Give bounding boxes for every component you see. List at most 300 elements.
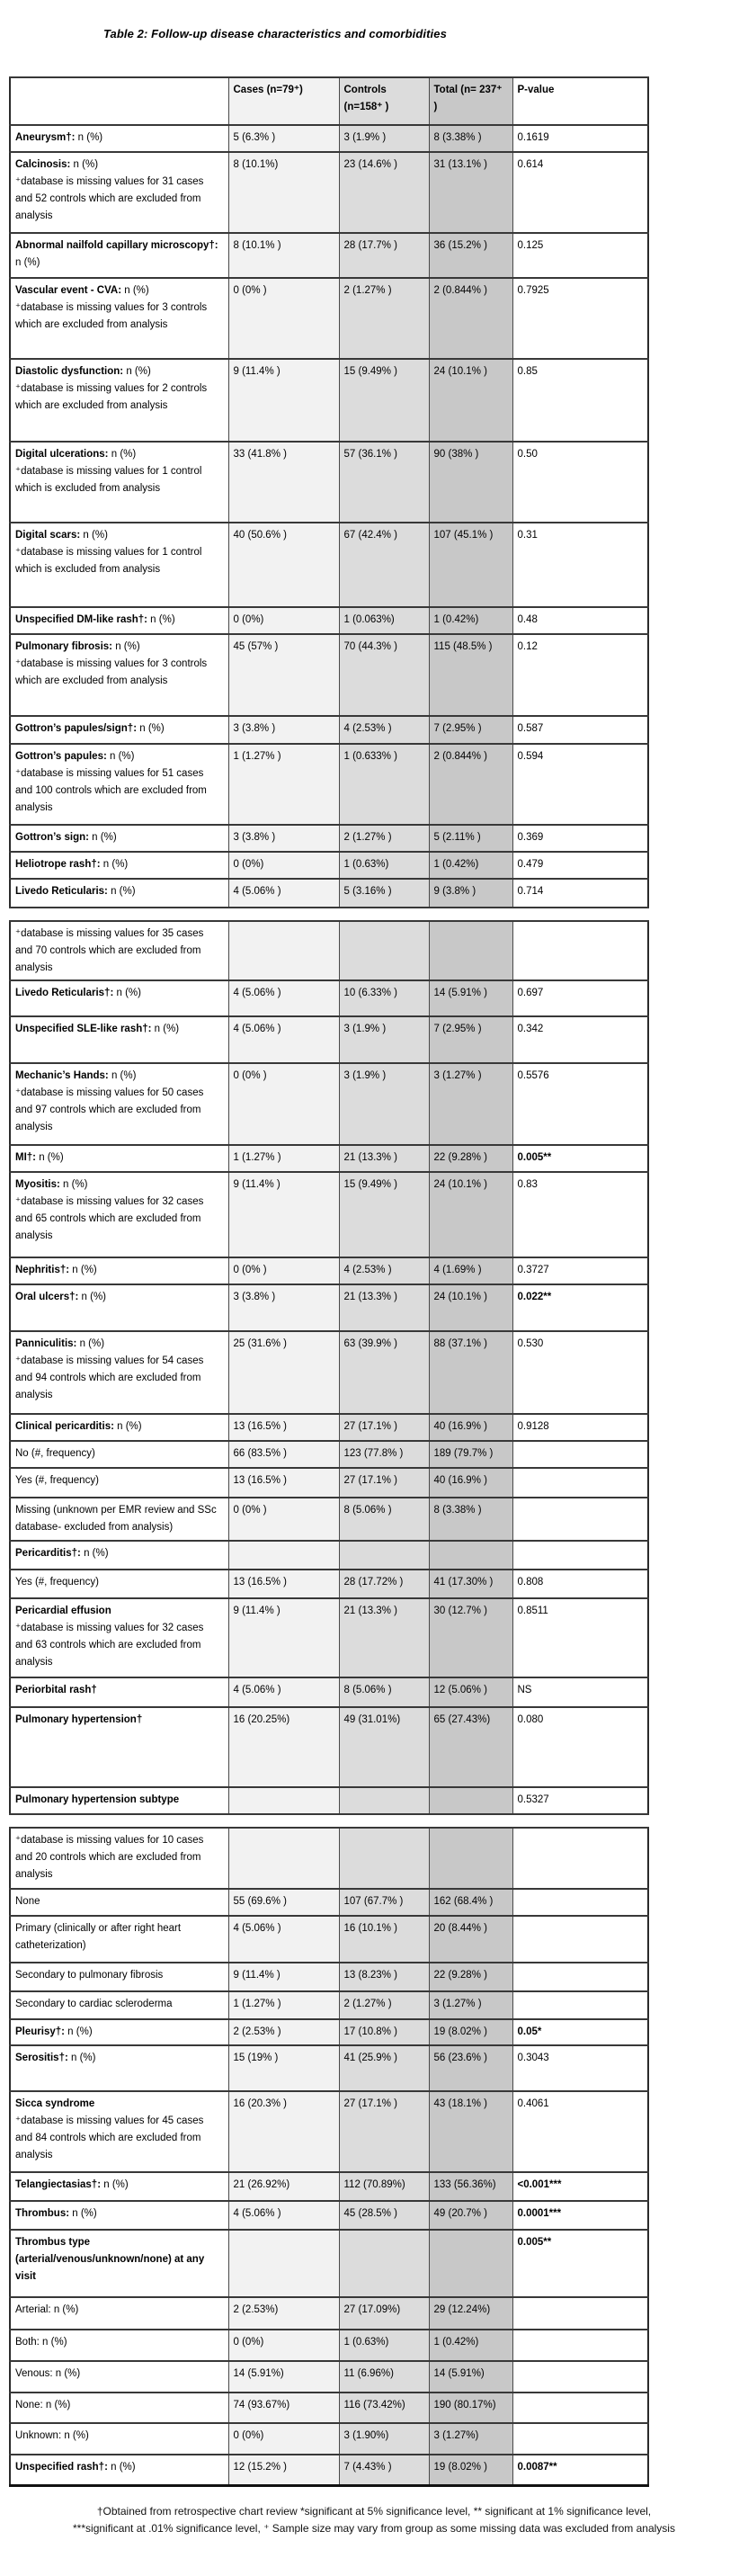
cases-cell: 0 (0% ) (228, 1257, 339, 1284)
cases-cell: 16 (20.25%) (228, 1707, 339, 1787)
cases-cell: 4 (5.06% ) (228, 980, 339, 1016)
table-section-1 (9, 76, 649, 908)
table-row (10, 442, 648, 523)
table-row (10, 1889, 648, 1916)
pvalue-cell: 0.022** (512, 1284, 648, 1331)
cases-cell (228, 2230, 339, 2297)
pvalue-cell: NS (512, 1677, 648, 1707)
row-label-cell (10, 634, 228, 716)
pvalue-cell (512, 1828, 648, 1889)
row-label: Missing (unknown per EMR review and SSc database- excluded from analysis) (15, 1505, 217, 1533)
table-row (10, 852, 648, 879)
table-row (10, 980, 648, 1016)
row-label-cell (10, 2091, 228, 2172)
table-row (10, 2019, 648, 2045)
pvalue-cell: 0.005** (512, 2230, 648, 2297)
row-label-suffix: n (%) (108, 449, 137, 460)
row-missing-note: ⁺database is missing values for 54 cases and 94 controls which are excluded from analysis (15, 1355, 204, 1400)
cases-cell: 33 (41.8% ) (228, 442, 339, 523)
row-label: Venous: n (%) (15, 2368, 81, 2379)
total-cell: 3 (1.27%) (429, 2423, 512, 2455)
pvalue-cell: 0.5576 (512, 1063, 648, 1145)
row-label-suffix: n (%) (67, 2053, 96, 2063)
table-row (10, 716, 648, 744)
row-label: Nephritis†: (15, 1265, 70, 1275)
cases-cell (228, 1787, 339, 1814)
row-label: Both: n (%) (15, 2337, 67, 2348)
row-label-cell (10, 716, 228, 744)
table-row (10, 2201, 648, 2230)
controls-cell: 49 (31.01%) (339, 1707, 429, 1787)
row-label: Thrombus: (15, 2208, 70, 2219)
row-label: Unspecified DM-like rash†: (15, 614, 147, 625)
row-label-cell (10, 359, 228, 442)
table-row (10, 278, 648, 359)
controls-cell: 21 (13.3% ) (339, 1145, 429, 1172)
pvalue-cell (512, 2361, 648, 2393)
total-cell: 3 (1.27% ) (429, 1991, 512, 2019)
pvalue-cell (512, 2393, 648, 2423)
controls-cell: 7 (4.43% ) (339, 2455, 429, 2485)
row-label: Livedo Reticularis†: (15, 988, 114, 998)
row-label: Gottron’s papules: (15, 751, 107, 762)
total-cell (429, 1828, 512, 1889)
controls-cell: 15 (9.49% ) (339, 359, 429, 442)
row-missing-note: ⁺database is missing values for 10 cases and 20 controls which are excluded from analysis (15, 1835, 204, 1880)
controls-cell: 1 (0.063%) (339, 607, 429, 634)
row-label: Secondary to pulmonary fibrosis (15, 1970, 164, 1981)
pvalue-cell: 0.479 (512, 852, 648, 879)
row-label-cell (10, 1570, 228, 1598)
row-label-cell (10, 1889, 228, 1916)
row-label: None: n (%) (15, 2400, 71, 2411)
controls-cell: 17 (10.8% ) (339, 2019, 429, 2045)
row-label-cell (10, 1991, 228, 2019)
total-cell (429, 921, 512, 980)
pvalue-cell (512, 1916, 648, 1963)
table-section-2 (9, 920, 649, 1815)
row-label-suffix: n (%) (69, 1265, 97, 1275)
row-label: Yes (#, frequency) (15, 1577, 99, 1588)
row-label-suffix: n (%) (100, 859, 129, 870)
cases-cell: 45 (57% ) (228, 634, 339, 716)
controls-cell: 1 (0.63%) (339, 852, 429, 879)
table-row (10, 825, 648, 852)
total-cell: 19 (8.02% ) (429, 2455, 512, 2485)
cases-cell: 40 (50.6% ) (228, 523, 339, 607)
cases-cell: 4 (5.06% ) (228, 879, 339, 908)
row-label-suffix: n (%) (78, 1292, 106, 1302)
total-cell (429, 1541, 512, 1570)
row-label: Heliotrope rash†: (15, 859, 101, 870)
table-row (10, 879, 648, 908)
row-label: Serositis†: (15, 2053, 68, 2063)
row-label: Clinical pericarditis: (15, 1421, 114, 1432)
total-cell: 2 (0.844% ) (429, 278, 512, 359)
controls-cell (339, 921, 429, 980)
row-label-cell (10, 152, 228, 233)
cases-cell: 0 (0%) (228, 2423, 339, 2455)
total-cell: 4 (1.69% ) (429, 1257, 512, 1284)
controls-cell: 3 (1.90%) (339, 2423, 429, 2455)
total-cell: 1 (0.42%) (429, 2330, 512, 2361)
total-cell: 30 (12.7% ) (429, 1598, 512, 1677)
controls-cell: 116 (73.42%) (339, 2393, 429, 2423)
row-label-cell (10, 2201, 228, 2230)
pvalue-cell (512, 1991, 648, 2019)
cases-cell: 74 (93.67%) (228, 2393, 339, 2423)
row-label: None (15, 1896, 40, 1907)
controls-cell (339, 1541, 429, 1570)
row-missing-note: ⁺database is missing values for 32 cases and 65 controls which are excluded from analysis (15, 1196, 204, 1241)
row-label-cell (10, 1145, 228, 1172)
table-row (10, 2045, 648, 2091)
controls-cell: 45 (28.5% ) (339, 2201, 429, 2230)
table-row (10, 2230, 648, 2297)
controls-cell (339, 1828, 429, 1889)
row-label: Abnormal nailfold capillary microscopy†: (15, 240, 218, 251)
row-label-suffix: n (%) (76, 1338, 105, 1349)
row-label-suffix: n (%) (69, 2208, 97, 2219)
row-label-cell (10, 1787, 228, 1814)
row-label-cell (10, 2297, 228, 2330)
table-row (10, 1468, 648, 1498)
row-label-cell (10, 1598, 228, 1677)
row-label-cell (10, 607, 228, 634)
row-label-suffix: n (%) (113, 988, 141, 998)
table-row (10, 1257, 648, 1284)
cases-cell: 3 (3.8% ) (228, 825, 339, 852)
table-row (10, 1570, 648, 1598)
row-missing-note: ⁺database is missing values for 1 control which is excluded from analysis (15, 547, 202, 575)
pvalue-cell: 0.808 (512, 1570, 648, 1598)
pvalue-cell: 0.005** (512, 1145, 648, 1172)
row-label-cell (10, 1016, 228, 1063)
row-label-cell (10, 980, 228, 1016)
table-row (10, 1498, 648, 1541)
row-label-suffix: n (%) (123, 366, 151, 377)
cases-cell: 13 (16.5% ) (228, 1468, 339, 1498)
row-missing-note: ⁺database is missing values for 50 cases and 97 controls which are excluded from analysis (15, 1087, 204, 1132)
total-cell: 24 (10.1% ) (429, 359, 512, 442)
total-header: Total (n= 237⁺ ) (429, 77, 512, 125)
total-cell: 1 (0.42%) (429, 607, 512, 634)
row-label-suffix: n (%) (36, 1152, 64, 1163)
total-cell: 107 (45.1% ) (429, 523, 512, 607)
cases-cell: 66 (83.5% ) (228, 1441, 339, 1468)
row-label: Unspecified SLE-like rash†: (15, 1024, 152, 1034)
tables-wrap (0, 76, 748, 2487)
total-cell (429, 2230, 512, 2297)
controls-cell: 1 (0.633% ) (339, 744, 429, 825)
row-label: MI†: (15, 1152, 36, 1163)
header-row (10, 77, 648, 125)
cases-cell: 21 (26.92%) (228, 2172, 339, 2201)
row-label-suffix: n (%) (80, 1548, 109, 1559)
controls-cell: 3 (1.9% ) (339, 1063, 429, 1145)
table-section-3 (9, 1827, 649, 2487)
cases-cell: 8 (10.1% ) (228, 233, 339, 278)
table-row (10, 1916, 648, 1963)
total-cell: 7 (2.95% ) (429, 1016, 512, 1063)
pvalue-cell (512, 1498, 648, 1541)
cases-cell: 8 (10.1%) (228, 152, 339, 233)
row-label-cell (10, 2330, 228, 2361)
row-label-cell (10, 2172, 228, 2201)
total-cell: 65 (27.43%) (429, 1707, 512, 1787)
row-label-cell (10, 1541, 228, 1570)
cases-cell: 0 (0%) (228, 852, 339, 879)
pvalue-cell: 0.125 (512, 233, 648, 278)
row-label-suffix: n (%) (151, 1024, 180, 1034)
controls-cell: 70 (44.3% ) (339, 634, 429, 716)
total-cell: 49 (20.7% ) (429, 2201, 512, 2230)
row-label-cell (10, 1828, 228, 1889)
pvalue-cell: 0.369 (512, 825, 648, 852)
row-label: Telangiectasias†: (15, 2179, 102, 2190)
row-label-cell (10, 1498, 228, 1541)
footnote-line-2: ***significant at .01% significance level, ⁺ Sample size may vary from group as some missing data was excluded from analysis (73, 2522, 675, 2535)
table-row (10, 1707, 648, 1787)
total-cell: 115 (48.5% ) (429, 634, 512, 716)
controls-cell: 28 (17.72% ) (339, 1570, 429, 1598)
table-row (10, 2361, 648, 2393)
row-label-suffix: n (%) (75, 132, 103, 143)
row-label: Pulmonary fibrosis: (15, 641, 112, 652)
pvalue-cell: 0.3727 (512, 1257, 648, 1284)
pvalue-cell: 0.05* (512, 2019, 648, 2045)
total-cell: 40 (16.9% ) (429, 1414, 512, 1441)
row-label: Sicca syndrome (15, 2098, 95, 2109)
total-cell: 88 (37.1% ) (429, 1331, 512, 1414)
table-row (10, 2330, 648, 2361)
pvalue-cell: 0.31 (512, 523, 648, 607)
controls-cell: 107 (67.7% ) (339, 1889, 429, 1916)
table-row (10, 2297, 648, 2330)
cases-cell: 0 (0%) (228, 607, 339, 634)
controls-cell: 3 (1.9% ) (339, 125, 429, 152)
row-label-cell (10, 2019, 228, 2045)
table-row (10, 744, 648, 825)
row-missing-note: ⁺database is missing values for 3 controls which are excluded from analysis (15, 302, 208, 330)
pvalue-cell: 0.48 (512, 607, 648, 634)
controls-cell: 123 (77.8% ) (339, 1441, 429, 1468)
total-cell: 29 (12.24%) (429, 2297, 512, 2330)
total-cell: 162 (68.4% ) (429, 1889, 512, 1916)
controls-cell (339, 1787, 429, 1814)
row-label-cell (10, 1172, 228, 1257)
row-label-suffix: n (%) (80, 530, 108, 541)
row-label-cell (10, 2045, 228, 2091)
table-row (10, 2172, 648, 2201)
cases-header: Cases (n=79⁺) (228, 77, 339, 125)
controls-cell: 21 (13.3% ) (339, 1284, 429, 1331)
cases-cell: 1 (1.27% ) (228, 1145, 339, 1172)
cases-cell (228, 1541, 339, 1570)
cases-cell: 15 (19% ) (228, 2045, 339, 2091)
row-label-suffix: n (%) (121, 285, 149, 296)
row-label: Thrombus type (arterial/venous/unknown/none) at any visit (15, 2237, 205, 2282)
table-row (10, 1598, 648, 1677)
row-label-suffix: n (%) (70, 159, 99, 170)
total-cell: 3 (1.27% ) (429, 1063, 512, 1145)
table-row (10, 1677, 648, 1707)
pvalue-cell: 0.0001*** (512, 2201, 648, 2230)
row-label-cell (10, 1677, 228, 1707)
controls-cell: 15 (9.49% ) (339, 1172, 429, 1257)
controls-cell: 57 (36.1% ) (339, 442, 429, 523)
cases-cell: 2 (2.53% ) (228, 2019, 339, 2045)
pvalue-cell: <0.001*** (512, 2172, 648, 2201)
row-label-cell (10, 1063, 228, 1145)
total-cell: 133 (56.36%) (429, 2172, 512, 2201)
cases-cell (228, 921, 339, 980)
row-label: Calcinosis: (15, 159, 71, 170)
total-cell: 7 (2.95% ) (429, 716, 512, 744)
row-label-cell (10, 2393, 228, 2423)
total-cell: 56 (23.6% ) (429, 2045, 512, 2091)
controls-cell: 8 (5.06% ) (339, 1498, 429, 1541)
total-cell: 2 (0.844% ) (429, 744, 512, 825)
controls-cell: 8 (5.06% ) (339, 1677, 429, 1707)
controls-cell: 1 (0.63%) (339, 2330, 429, 2361)
total-cell: 22 (9.28% ) (429, 1963, 512, 1991)
table-row (10, 2393, 648, 2423)
total-cell: 41 (17.30% ) (429, 1570, 512, 1598)
footnote-line-1: †Obtained from retrospective chart review *significant at 5% significance level, ** significant at 1% significance level, (96, 2504, 652, 2518)
pvalue-cell (512, 2297, 648, 2330)
controls-cell: 27 (17.1% ) (339, 1414, 429, 1441)
total-cell (429, 1787, 512, 1814)
total-cell: 43 (18.1% ) (429, 2091, 512, 2172)
total-cell: 8 (3.38% ) (429, 125, 512, 152)
row-label: Primary (clinically or after right heart catheterization) (15, 1923, 182, 1951)
table-row (10, 2423, 648, 2455)
row-label: Yes (#, frequency) (15, 1475, 99, 1486)
pvalue-cell: 0.697 (512, 980, 648, 1016)
row-label-cell (10, 2361, 228, 2393)
row-label: Secondary to cardiac scleroderma (15, 1999, 173, 2009)
table-row (10, 1414, 648, 1441)
total-cell: 19 (8.02% ) (429, 2019, 512, 2045)
row-label-cell (10, 1441, 228, 1468)
table-row (10, 2455, 648, 2485)
cases-cell: 55 (69.6% ) (228, 1889, 339, 1916)
controls-cell: 27 (17.1% ) (339, 2091, 429, 2172)
cases-cell: 14 (5.91%) (228, 2361, 339, 2393)
cases-cell: 9 (11.4% ) (228, 1172, 339, 1257)
total-cell: 40 (16.9% ) (429, 1468, 512, 1498)
table-row (10, 359, 648, 442)
cases-cell: 0 (0% ) (228, 1498, 339, 1541)
cases-cell: 3 (3.8% ) (228, 716, 339, 744)
footnote (16, 2503, 732, 2538)
row-label-suffix: n (%) (108, 1070, 137, 1081)
total-cell: 1 (0.42%) (429, 852, 512, 879)
pvalue-cell: 0.342 (512, 1016, 648, 1063)
corner-cell (10, 77, 228, 125)
row-label: Pulmonary hypertension subtype (15, 1794, 180, 1805)
document-page (0, 27, 748, 2576)
row-label-cell (10, 825, 228, 852)
row-label-suffix: n (%) (113, 1421, 142, 1432)
controls-cell: 2 (1.27% ) (339, 278, 429, 359)
row-label: Oral ulcers†: (15, 1292, 79, 1302)
row-label: Vascular event - CVA: (15, 285, 122, 296)
row-label: Pulmonary hypertension† (15, 1714, 143, 1725)
row-label-cell (10, 1257, 228, 1284)
total-cell: 22 (9.28% ) (429, 1145, 512, 1172)
cases-cell: 4 (5.06% ) (228, 1016, 339, 1063)
row-label-cell (10, 744, 228, 825)
row-label-cell (10, 921, 228, 980)
row-label: Diastolic dysfunction: (15, 366, 124, 377)
table-row (10, 1787, 648, 1814)
row-label-cell (10, 1963, 228, 1991)
row-label: Gottron’s sign: (15, 832, 89, 843)
controls-cell: 23 (14.6% ) (339, 152, 429, 233)
total-cell: 24 (10.1% ) (429, 1284, 512, 1331)
controls-header: Controls (n=158⁺ ) (339, 77, 429, 125)
pvalue-cell (512, 921, 648, 980)
pvalue-cell: 0.85 (512, 359, 648, 442)
row-label-cell (10, 1331, 228, 1414)
pvalue-cell: 0.587 (512, 716, 648, 744)
controls-cell: 10 (6.33% ) (339, 980, 429, 1016)
row-label-cell (10, 1916, 228, 1963)
controls-cell: 2 (1.27% ) (339, 825, 429, 852)
cases-cell: 0 (0% ) (228, 1063, 339, 1145)
row-label-suffix: n (%) (107, 2462, 136, 2473)
row-missing-note: ⁺database is missing values for 35 cases and 70 controls which are excluded from analysis (15, 928, 204, 973)
row-label: Gottron’s papules/sign†: (15, 723, 138, 734)
row-label-suffix: n (%) (107, 886, 136, 897)
controls-cell: 21 (13.3% ) (339, 1598, 429, 1677)
row-label: Pericardial effusion (15, 1606, 111, 1616)
row-missing-note: ⁺database is missing values for 45 cases and 84 controls which are excluded from analysis (15, 2115, 204, 2160)
row-label: Pericarditis†: (15, 1548, 81, 1559)
pvalue-cell: 0.4061 (512, 2091, 648, 2172)
total-cell: 5 (2.11% ) (429, 825, 512, 852)
cases-cell: 12 (15.2% ) (228, 2455, 339, 2485)
row-label: Unspecified rash†: (15, 2462, 108, 2473)
row-missing-note: ⁺database is missing values for 3 controls which are excluded from analysis (15, 658, 208, 686)
row-label: Mechanic’s Hands: (15, 1070, 109, 1081)
total-cell: 90 (38% ) (429, 442, 512, 523)
pvalue-cell (512, 1468, 648, 1498)
pvalue-cell: 0.530 (512, 1331, 648, 1414)
pvalue-cell: 0.1619 (512, 125, 648, 152)
row-label-cell (10, 278, 228, 359)
row-label-suffix: n (%) (106, 751, 135, 762)
pvalue-cell: 0.12 (512, 634, 648, 716)
row-label: Periorbital rash† (15, 1685, 97, 1695)
row-label-cell (10, 879, 228, 908)
cases-cell: 0 (0% ) (228, 278, 339, 359)
row-label: Pleurisy†: (15, 2026, 65, 2037)
row-missing-note: ⁺database is missing values for 1 control which is excluded from analysis (15, 466, 202, 494)
cases-cell: 5 (6.3% ) (228, 125, 339, 152)
total-cell: 31 (13.1% ) (429, 152, 512, 233)
cases-cell: 1 (1.27% ) (228, 744, 339, 825)
table-row (10, 1441, 648, 1468)
table-row (10, 1331, 648, 1414)
row-label-cell (10, 523, 228, 607)
table-row (10, 523, 648, 607)
cases-cell (228, 1828, 339, 1889)
row-label-cell (10, 1414, 228, 1441)
controls-cell: 112 (70.89%) (339, 2172, 429, 2201)
